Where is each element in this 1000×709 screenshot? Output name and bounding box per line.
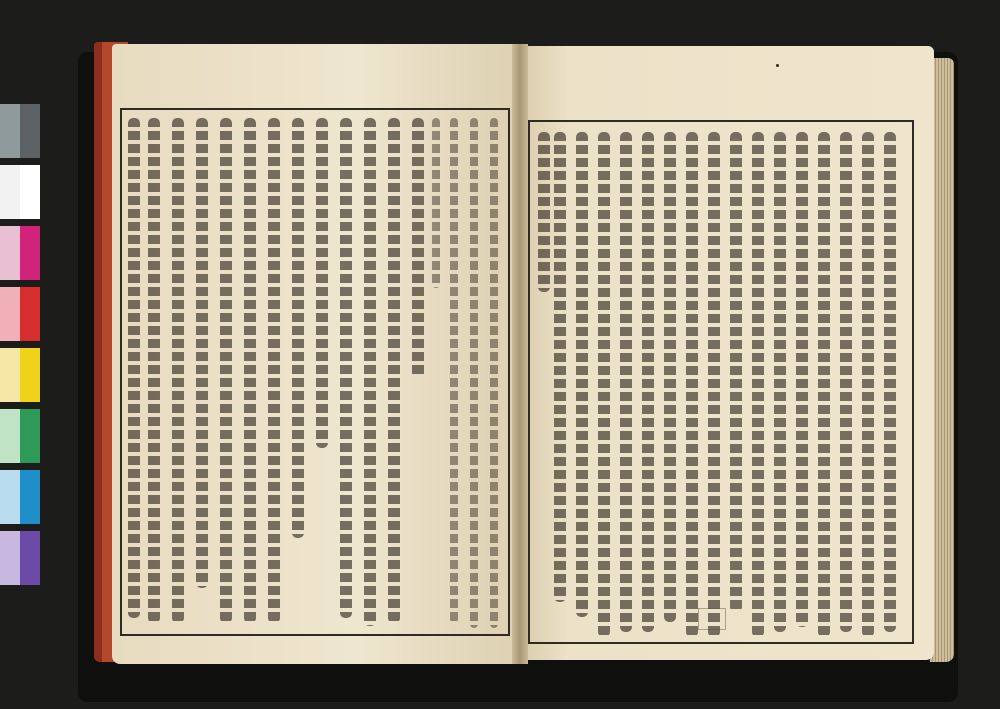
text-column <box>752 132 764 637</box>
text-column <box>818 132 830 637</box>
color-chip <box>0 104 20 158</box>
text-column <box>148 118 160 623</box>
text-column <box>432 118 440 288</box>
color-chip <box>20 409 40 463</box>
text-column <box>196 118 208 588</box>
text-column <box>128 118 140 618</box>
text-column <box>340 118 352 618</box>
text-column <box>686 132 698 637</box>
text-column <box>598 132 610 637</box>
color-chip <box>0 531 20 585</box>
text-column <box>470 118 478 628</box>
text-column <box>316 118 328 448</box>
color-chip <box>0 287 20 341</box>
text-column <box>450 118 458 623</box>
book-gutter <box>512 44 528 664</box>
color-chip <box>20 165 40 219</box>
color-chip <box>0 348 20 402</box>
book-cover-edge <box>94 42 102 662</box>
text-column <box>642 132 654 632</box>
text-column <box>490 118 498 628</box>
ink-speck <box>776 64 779 67</box>
color-calibration-chart <box>0 104 40 592</box>
color-chip <box>20 226 40 280</box>
text-column <box>244 118 256 623</box>
text-column <box>840 132 852 632</box>
text-column <box>664 132 676 622</box>
text-column <box>388 118 400 623</box>
text-column <box>172 118 184 623</box>
color-chip <box>20 348 40 402</box>
text-column <box>576 132 588 617</box>
text-column <box>292 118 304 538</box>
text-column <box>538 132 550 292</box>
color-chip <box>20 470 40 524</box>
text-column <box>708 132 720 637</box>
color-chip <box>20 104 40 158</box>
text-column <box>554 132 566 602</box>
text-column <box>796 132 808 627</box>
color-chip <box>0 226 20 280</box>
text-column <box>774 132 786 632</box>
text-column <box>268 118 280 623</box>
text-column <box>862 132 874 637</box>
color-chip <box>20 531 40 585</box>
color-chip <box>20 287 40 341</box>
text-column <box>220 118 232 623</box>
color-chip <box>0 409 20 463</box>
color-chip <box>0 165 20 219</box>
page-seal-mark <box>698 608 726 630</box>
color-chip <box>0 470 20 524</box>
text-column <box>730 132 742 612</box>
text-column <box>364 118 376 626</box>
text-column <box>620 132 632 632</box>
text-column <box>412 118 424 378</box>
text-column <box>884 132 896 632</box>
